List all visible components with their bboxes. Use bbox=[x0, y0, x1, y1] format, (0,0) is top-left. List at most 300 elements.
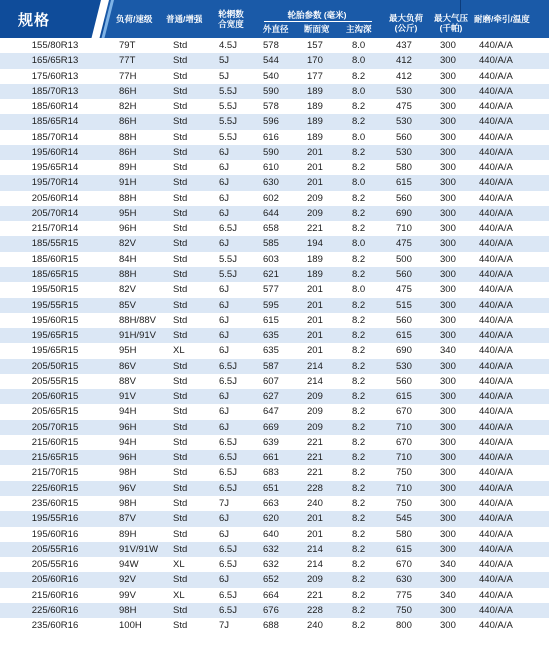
cell-utqg: 440/A/A bbox=[479, 604, 513, 616]
cell-od: 632 bbox=[263, 543, 279, 555]
cell-ml: 530 bbox=[396, 146, 412, 158]
cell-td: 8.2 bbox=[352, 436, 366, 448]
cell-utqg: 440/A/A bbox=[479, 85, 513, 97]
cell-ml: 750 bbox=[396, 467, 412, 479]
table-row bbox=[0, 191, 549, 206]
cell-td: 8.2 bbox=[352, 574, 366, 586]
cell-load: 86H bbox=[119, 116, 137, 128]
table-row bbox=[0, 465, 549, 480]
cell-load: 92V bbox=[119, 574, 136, 586]
cell-utqg: 440/A/A bbox=[479, 299, 513, 311]
cell-type: Std bbox=[173, 238, 188, 250]
cell-utqg: 440/A/A bbox=[479, 314, 513, 326]
cell-sw: 189 bbox=[307, 131, 323, 143]
cell-rim: 6.5J bbox=[219, 543, 237, 555]
table-row bbox=[0, 374, 549, 389]
cell-sw: 240 bbox=[307, 620, 323, 632]
cell-ml: 710 bbox=[396, 223, 412, 235]
cell-load: 87V bbox=[119, 513, 136, 525]
cell-ml: 690 bbox=[396, 207, 412, 219]
cell-utqg: 440/A/A bbox=[479, 40, 513, 51]
header-rim-line1: 轮辋数 bbox=[218, 9, 244, 19]
cell-od: 651 bbox=[263, 482, 279, 494]
cell-type: Std bbox=[173, 436, 188, 448]
table-row bbox=[0, 343, 549, 358]
cell-ml: 530 bbox=[396, 85, 412, 97]
cell-spec: 215/70R15 bbox=[31, 467, 79, 479]
cell-sw: 189 bbox=[307, 101, 323, 113]
cell-td: 8.2 bbox=[352, 192, 366, 204]
cell-type: Std bbox=[173, 391, 188, 403]
table-row bbox=[0, 145, 549, 160]
cell-load: 99V bbox=[119, 589, 136, 601]
table-row bbox=[0, 130, 549, 145]
cell-rim: 6.5J bbox=[219, 452, 237, 464]
cell-utqg: 440/A/A bbox=[479, 177, 513, 189]
cell-utqg: 440/A/A bbox=[479, 543, 513, 555]
cell-type: Std bbox=[173, 620, 188, 632]
cell-mp: 340 bbox=[440, 559, 456, 571]
cell-od: 544 bbox=[263, 55, 279, 67]
cell-mp: 300 bbox=[440, 497, 456, 509]
cell-mp: 300 bbox=[440, 253, 456, 265]
cell-od: 635 bbox=[263, 345, 279, 357]
cell-load: 82V bbox=[119, 238, 136, 250]
cell-rim: 7J bbox=[219, 497, 230, 509]
cell-load: 84H bbox=[119, 253, 137, 265]
header-max-load-line1: 最大负荷 bbox=[388, 13, 423, 23]
cell-td: 8.2 bbox=[352, 559, 366, 571]
cell-load: 86V bbox=[119, 360, 136, 372]
cell-spec: 205/60R16 bbox=[31, 574, 79, 586]
cell-rim: 6J bbox=[219, 238, 230, 250]
cell-rim: 6J bbox=[219, 513, 230, 525]
cell-td: 8.2 bbox=[352, 70, 366, 82]
cell-utqg: 440/A/A bbox=[479, 360, 513, 372]
cell-type: XL bbox=[173, 559, 185, 571]
cell-rim: 5.5J bbox=[219, 101, 237, 113]
cell-type: Std bbox=[173, 192, 188, 204]
cell-od: 616 bbox=[263, 131, 279, 143]
cell-sw: 170 bbox=[307, 55, 323, 67]
table-row bbox=[0, 420, 549, 435]
cell-load: 86H bbox=[119, 85, 137, 97]
cell-od: 621 bbox=[263, 268, 279, 280]
cell-td: 8.2 bbox=[352, 223, 366, 235]
cell-rim: 4.5J bbox=[219, 40, 237, 51]
cell-spec: 205/70R15 bbox=[31, 421, 79, 433]
cell-ml: 615 bbox=[396, 177, 412, 189]
cell-sw: 221 bbox=[307, 467, 323, 479]
cell-load: 95H bbox=[119, 207, 137, 219]
cell-td: 8.2 bbox=[352, 375, 366, 387]
cell-od: 578 bbox=[263, 101, 279, 113]
table-row bbox=[0, 160, 549, 175]
cell-mp: 300 bbox=[440, 421, 456, 433]
cell-utqg: 440/A/A bbox=[479, 528, 513, 540]
cell-td: 8.2 bbox=[352, 253, 366, 265]
cell-od: 639 bbox=[263, 436, 279, 448]
cell-sw: 194 bbox=[307, 238, 323, 250]
cell-sw: 189 bbox=[307, 268, 323, 280]
cell-type: Std bbox=[173, 70, 188, 82]
cell-td: 8.2 bbox=[352, 589, 366, 601]
table-row bbox=[0, 603, 549, 618]
cell-load: 88H bbox=[119, 192, 137, 204]
cell-ml: 475 bbox=[396, 238, 412, 250]
cell-spec: 185/60R15 bbox=[31, 253, 79, 265]
cell-rim: 5.5J bbox=[219, 116, 237, 128]
cell-ml: 560 bbox=[396, 192, 412, 204]
cell-utqg: 440/A/A bbox=[479, 497, 513, 509]
cell-load: 98H bbox=[119, 467, 137, 479]
cell-rim: 6.5J bbox=[219, 482, 237, 494]
cell-mp: 300 bbox=[440, 192, 456, 204]
cell-rim: 6.5J bbox=[219, 604, 237, 616]
cell-td: 8.0 bbox=[352, 40, 366, 51]
cell-rim: 6J bbox=[219, 146, 230, 158]
cell-type: Std bbox=[173, 406, 188, 418]
cell-sw: 201 bbox=[307, 177, 323, 189]
cell-sw: 209 bbox=[307, 574, 323, 586]
cell-utqg: 440/A/A bbox=[479, 421, 513, 433]
cell-load: 88H bbox=[119, 131, 137, 143]
cell-utqg: 440/A/A bbox=[479, 467, 513, 479]
cell-mp: 300 bbox=[440, 299, 456, 311]
cell-rim: 6.5J bbox=[219, 467, 237, 479]
cell-ml: 475 bbox=[396, 284, 412, 296]
cell-td: 8.2 bbox=[352, 345, 366, 357]
cell-od: 688 bbox=[263, 620, 279, 632]
cell-td: 8.0 bbox=[352, 177, 366, 189]
cell-type: Std bbox=[173, 223, 188, 235]
table-row bbox=[0, 481, 549, 496]
cell-od: 590 bbox=[263, 85, 279, 97]
cell-spec: 205/55R16 bbox=[31, 559, 79, 571]
cell-od: 658 bbox=[263, 223, 279, 235]
cell-load: 89H bbox=[119, 528, 137, 540]
table-row bbox=[0, 53, 549, 68]
cell-ml: 670 bbox=[396, 406, 412, 418]
cell-spec: 205/60R15 bbox=[31, 391, 79, 403]
table-row bbox=[0, 359, 549, 374]
cell-ml: 750 bbox=[396, 497, 412, 509]
cell-mp: 300 bbox=[440, 146, 456, 158]
cell-od: 683 bbox=[263, 467, 279, 479]
cell-ml: 615 bbox=[396, 330, 412, 342]
cell-rim: 7J bbox=[219, 620, 230, 632]
cell-td: 8.2 bbox=[352, 528, 366, 540]
cell-load: 82V bbox=[119, 284, 136, 296]
cell-sw: 177 bbox=[307, 70, 323, 82]
cell-rim: 5.5J bbox=[219, 268, 237, 280]
cell-ml: 475 bbox=[396, 101, 412, 113]
cell-rim: 6J bbox=[219, 345, 230, 357]
cell-mp: 300 bbox=[440, 482, 456, 494]
cell-od: 578 bbox=[263, 40, 279, 51]
cell-td: 8.2 bbox=[352, 497, 366, 509]
cell-type: Std bbox=[173, 497, 188, 509]
cell-rim: 6.5J bbox=[219, 559, 237, 571]
cell-spec: 195/60R15 bbox=[31, 314, 79, 326]
table-row bbox=[0, 236, 549, 251]
cell-spec: 195/60R14 bbox=[31, 146, 79, 158]
cell-mp: 300 bbox=[440, 55, 456, 67]
cell-spec: 185/55R15 bbox=[31, 238, 79, 250]
cell-utqg: 440/A/A bbox=[479, 268, 513, 280]
cell-od: 602 bbox=[263, 192, 279, 204]
table-row bbox=[0, 313, 549, 328]
cell-mp: 300 bbox=[440, 162, 456, 174]
cell-ml: 412 bbox=[396, 70, 412, 82]
cell-load: 96H bbox=[119, 452, 137, 464]
cell-mp: 300 bbox=[440, 40, 456, 51]
header-load-speed: 负荷/速级 bbox=[116, 14, 153, 24]
table-row bbox=[0, 527, 549, 542]
table-row bbox=[0, 404, 549, 419]
cell-sw: 209 bbox=[307, 391, 323, 403]
cell-od: 644 bbox=[263, 207, 279, 219]
cell-load: 88H/88V bbox=[119, 314, 156, 326]
cell-spec: 225/60R16 bbox=[31, 604, 79, 616]
cell-ml: 560 bbox=[396, 131, 412, 143]
cell-sw: 221 bbox=[307, 452, 323, 464]
cell-utqg: 440/A/A bbox=[479, 436, 513, 448]
cell-ml: 710 bbox=[396, 482, 412, 494]
cell-td: 8.2 bbox=[352, 299, 366, 311]
table-row bbox=[0, 328, 549, 343]
cell-sw: 228 bbox=[307, 482, 323, 494]
cell-rim: 6J bbox=[219, 284, 230, 296]
cell-utqg: 440/A/A bbox=[479, 345, 513, 357]
cell-ml: 690 bbox=[396, 345, 412, 357]
cell-sw: 189 bbox=[307, 253, 323, 265]
cell-td: 8.0 bbox=[352, 131, 366, 143]
cell-load: 94H bbox=[119, 436, 137, 448]
cell-utqg: 440/A/A bbox=[479, 101, 513, 113]
cell-utqg: 440/A/A bbox=[479, 238, 513, 250]
cell-rim: 5.5J bbox=[219, 131, 237, 143]
cell-utqg: 440/A/A bbox=[479, 131, 513, 143]
cell-spec: 235/60R15 bbox=[31, 497, 79, 509]
cell-spec: 165/65R13 bbox=[31, 55, 79, 67]
cell-sw: 201 bbox=[307, 330, 323, 342]
header-spec: 规格 bbox=[18, 12, 51, 29]
header-tick bbox=[460, 0, 461, 14]
cell-rim: 6.5J bbox=[219, 589, 237, 601]
cell-utqg: 440/A/A bbox=[479, 574, 513, 586]
cell-spec: 195/65R14 bbox=[31, 162, 79, 174]
cell-mp: 340 bbox=[440, 345, 456, 357]
cell-rim: 6J bbox=[219, 421, 230, 433]
cell-ml: 670 bbox=[396, 559, 412, 571]
cell-utqg: 440/A/A bbox=[479, 406, 513, 418]
table-row bbox=[0, 99, 549, 114]
cell-rim: 6J bbox=[219, 528, 230, 540]
cell-sw: 214 bbox=[307, 375, 323, 387]
cell-spec: 185/70R14 bbox=[31, 131, 79, 143]
cell-mp: 300 bbox=[440, 223, 456, 235]
cell-spec: 205/65R15 bbox=[31, 406, 79, 418]
cell-td: 8.2 bbox=[352, 162, 366, 174]
cell-sw: 221 bbox=[307, 436, 323, 448]
table-row bbox=[0, 450, 549, 465]
cell-rim: 6.5J bbox=[219, 223, 237, 235]
cell-sw: 189 bbox=[307, 116, 323, 128]
cell-rim: 6J bbox=[219, 406, 230, 418]
cell-rim: 6J bbox=[219, 299, 230, 311]
cell-mp: 340 bbox=[440, 589, 456, 601]
cell-rim: 6J bbox=[219, 192, 230, 204]
table-row bbox=[0, 282, 549, 297]
cell-load: 96H bbox=[119, 421, 137, 433]
table-row bbox=[0, 511, 549, 526]
cell-load: 89H bbox=[119, 162, 137, 174]
cell-od: 595 bbox=[263, 299, 279, 311]
cell-ml: 710 bbox=[396, 452, 412, 464]
cell-type: Std bbox=[173, 574, 188, 586]
cell-mp: 300 bbox=[440, 207, 456, 219]
table-row bbox=[0, 84, 549, 99]
cell-td: 8.0 bbox=[352, 238, 366, 250]
cell-mp: 300 bbox=[440, 101, 456, 113]
cell-mp: 300 bbox=[440, 70, 456, 82]
cell-sw: 201 bbox=[307, 146, 323, 158]
header-utqg: 耐磨/牵引/温度 bbox=[474, 14, 530, 24]
table-row bbox=[0, 557, 549, 572]
cell-sw: 157 bbox=[307, 40, 323, 51]
table-row bbox=[0, 252, 549, 267]
cell-od: 596 bbox=[263, 116, 279, 128]
table-row bbox=[0, 267, 549, 282]
table-row bbox=[0, 114, 549, 129]
cell-spec: 215/60R16 bbox=[31, 589, 79, 601]
cell-od: 663 bbox=[263, 497, 279, 509]
cell-sw: 201 bbox=[307, 513, 323, 525]
cell-mp: 300 bbox=[440, 177, 456, 189]
cell-td: 8.2 bbox=[352, 620, 366, 632]
cell-sw: 209 bbox=[307, 421, 323, 433]
cell-ml: 560 bbox=[396, 268, 412, 280]
cell-ml: 530 bbox=[396, 360, 412, 372]
cell-sw: 214 bbox=[307, 360, 323, 372]
cell-utqg: 440/A/A bbox=[479, 223, 513, 235]
cell-od: 587 bbox=[263, 360, 279, 372]
cell-type: Std bbox=[173, 299, 188, 311]
cell-load: 100H bbox=[119, 620, 142, 632]
table-row bbox=[0, 572, 549, 587]
header-group-rule bbox=[264, 21, 372, 22]
cell-type: Std bbox=[173, 375, 188, 387]
cell-rim: 5.5J bbox=[219, 253, 237, 265]
cell-type: Std bbox=[173, 207, 188, 219]
cell-utqg: 440/A/A bbox=[479, 391, 513, 403]
cell-load: 91V/91W bbox=[119, 543, 159, 555]
header-max-load-line2: (公斤) bbox=[394, 23, 418, 33]
cell-rim: 6.5J bbox=[219, 360, 237, 372]
header-outer-diameter: 外直径 bbox=[263, 24, 289, 34]
header-tire-params: 轮胎参数 (毫米) bbox=[287, 10, 347, 20]
cell-mp: 300 bbox=[440, 406, 456, 418]
cell-od: 664 bbox=[263, 589, 279, 601]
cell-ml: 750 bbox=[396, 604, 412, 616]
cell-mp: 300 bbox=[440, 604, 456, 616]
cell-ml: 615 bbox=[396, 543, 412, 555]
cell-td: 8.2 bbox=[352, 482, 366, 494]
cell-spec: 185/65R15 bbox=[31, 268, 79, 280]
cell-load: 88H bbox=[119, 268, 137, 280]
cell-td: 8.2 bbox=[352, 360, 366, 372]
cell-sw: 209 bbox=[307, 207, 323, 219]
cell-utqg: 440/A/A bbox=[479, 55, 513, 67]
cell-mp: 300 bbox=[440, 620, 456, 632]
cell-ml: 515 bbox=[396, 299, 412, 311]
cell-utqg: 440/A/A bbox=[479, 513, 513, 525]
cell-ml: 545 bbox=[396, 513, 412, 525]
cell-td: 8.2 bbox=[352, 543, 366, 555]
cell-load: 91V bbox=[119, 391, 136, 403]
cell-load: 94H bbox=[119, 406, 137, 418]
cell-mp: 300 bbox=[440, 85, 456, 97]
cell-ml: 580 bbox=[396, 162, 412, 174]
table-row bbox=[0, 389, 549, 404]
cell-spec: 205/50R15 bbox=[31, 360, 79, 372]
cell-od: 540 bbox=[263, 70, 279, 82]
cell-sw: 214 bbox=[307, 559, 323, 571]
cell-rim: 6J bbox=[219, 177, 230, 189]
cell-ml: 710 bbox=[396, 421, 412, 433]
cell-sw: 201 bbox=[307, 345, 323, 357]
cell-spec: 195/70R14 bbox=[31, 177, 79, 189]
cell-mp: 300 bbox=[440, 360, 456, 372]
cell-load: 98H bbox=[119, 604, 137, 616]
cell-type: Std bbox=[173, 314, 188, 326]
cell-rim: 5J bbox=[219, 70, 230, 82]
table-row bbox=[0, 38, 549, 53]
cell-mp: 300 bbox=[440, 116, 456, 128]
cell-td: 8.2 bbox=[352, 268, 366, 280]
cell-spec: 185/70R13 bbox=[31, 85, 79, 97]
cell-ml: 800 bbox=[396, 620, 412, 632]
cell-type: Std bbox=[173, 543, 188, 555]
cell-utqg: 440/A/A bbox=[479, 330, 513, 342]
cell-type: Std bbox=[173, 162, 188, 174]
cell-od: 652 bbox=[263, 574, 279, 586]
cell-ml: 560 bbox=[396, 375, 412, 387]
cell-ml: 580 bbox=[396, 528, 412, 540]
cell-spec: 205/55R16 bbox=[31, 543, 79, 555]
cell-load: 88V bbox=[119, 375, 136, 387]
cell-ml: 615 bbox=[396, 391, 412, 403]
cell-load: 91H bbox=[119, 177, 137, 189]
table-row bbox=[0, 496, 549, 511]
cell-od: 577 bbox=[263, 284, 279, 296]
cell-td: 8.2 bbox=[352, 421, 366, 433]
cell-type: Std bbox=[173, 253, 188, 265]
cell-od: 585 bbox=[263, 238, 279, 250]
cell-mp: 300 bbox=[440, 375, 456, 387]
cell-spec: 195/50R15 bbox=[31, 284, 79, 296]
cell-mp: 300 bbox=[440, 467, 456, 479]
cell-sw: 221 bbox=[307, 223, 323, 235]
table-row bbox=[0, 175, 549, 190]
cell-sw: 214 bbox=[307, 543, 323, 555]
cell-mp: 300 bbox=[440, 391, 456, 403]
cell-rim: 5.5J bbox=[219, 85, 237, 97]
cell-sw: 201 bbox=[307, 162, 323, 174]
cell-load: 91H/91V bbox=[119, 330, 156, 342]
cell-type: Std bbox=[173, 482, 188, 494]
